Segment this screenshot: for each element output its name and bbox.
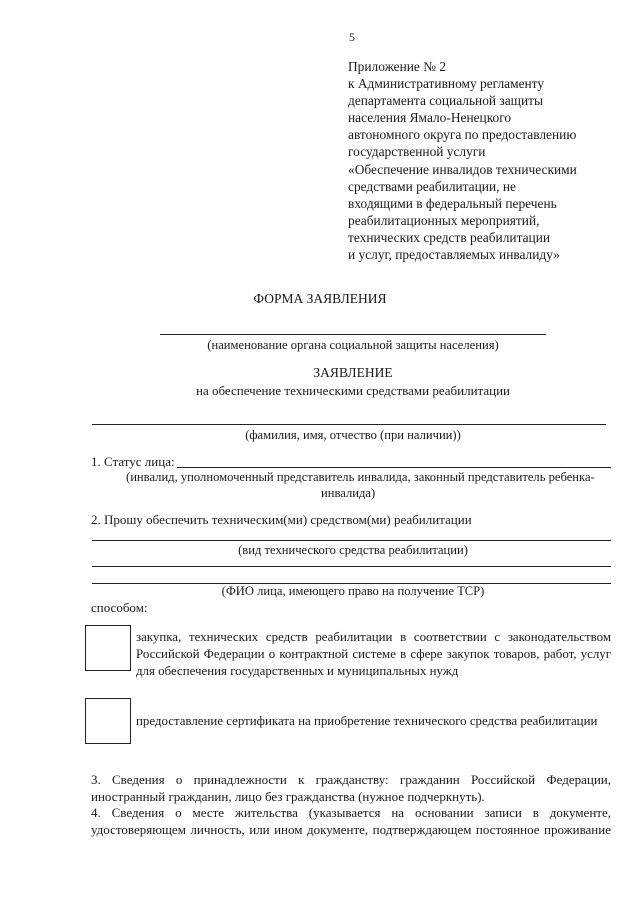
appendix-line: Приложение № 2 bbox=[348, 59, 447, 74]
appendix-line: к Административному регламенту bbox=[348, 76, 545, 92]
tsr-type-field-line[interactable] bbox=[92, 540, 611, 541]
section1-label: 1. Статус лица: bbox=[91, 454, 175, 469]
section3-line: иностранный гражданин, лицо без гражданства (нужное подчеркнуть). bbox=[91, 788, 485, 804]
authority-caption: (наименование органа социальной защиты населения) bbox=[207, 338, 499, 352]
procurement-option-text bbox=[136, 629, 611, 680]
fio-field-line[interactable] bbox=[92, 424, 606, 425]
section4-text bbox=[91, 805, 611, 838]
status-field-line[interactable] bbox=[177, 467, 611, 468]
section4-line: 4. Сведения о месте жительства (указывается на основании записи в документе, bbox=[91, 805, 611, 820]
section4-line: удостоверяющем личность, или ином документе, подтверждающем постоянное проживание bbox=[91, 821, 611, 837]
form-title: ФОРМА ЗАЯВЛЕНИЯ bbox=[253, 291, 387, 306]
certificate-checkbox[interactable] bbox=[85, 698, 131, 744]
method-label: способом: bbox=[91, 600, 148, 615]
certificate-option-text bbox=[136, 713, 611, 730]
tsr-extra-field-line[interactable] bbox=[92, 566, 611, 567]
appendix-line: государственной услуги bbox=[348, 144, 486, 160]
appendix-line: входящими в федеральный перечень bbox=[348, 195, 557, 211]
status-caption-line2: инвалида) bbox=[321, 486, 376, 500]
appendix-line: «Обеспечение инвалидов техническими bbox=[348, 161, 577, 177]
section3-text bbox=[91, 772, 611, 805]
statement-subheading: на обеспечение техническими средствами реабилитации bbox=[195, 383, 511, 398]
appendix-line: средствами реабилитации, не bbox=[348, 178, 516, 194]
page-number: 5 bbox=[349, 30, 355, 44]
tsr-type-caption: (вид технического средства реабилитации) bbox=[238, 543, 468, 557]
authority-field-line[interactable] bbox=[160, 334, 546, 335]
option-line: закупка, технических средств реабилитации в соответствии с законодательством bbox=[136, 630, 611, 644]
tsr-person-caption: (ФИО лица, имеющего право на получение ТСР) bbox=[221, 584, 485, 598]
appendix-line: населения Ямало-Ненецкого bbox=[348, 110, 512, 126]
appendix-line: реабилитационных мероприятий, bbox=[348, 212, 540, 228]
status-caption-line1: (инвалид, уполномоченный представитель инвалида, законный представитель ребенка- bbox=[126, 470, 595, 484]
appendix-header bbox=[348, 58, 628, 263]
section3-line: 3. Сведения о принадлежности к гражданству: гражданин Российской Федерации, bbox=[91, 772, 611, 787]
appendix-line: департамента социальной защиты bbox=[348, 93, 543, 109]
appendix-line: автономного округа по предоставлению bbox=[348, 127, 577, 143]
option-line: Российской Федерации о контрактной системе в сфере закупок товаров, работ, услуг bbox=[136, 647, 611, 661]
fio-caption: (фамилия, имя, отчество (при наличии)) bbox=[245, 428, 461, 442]
appendix-line: и услуг, предоставляемых инвалиду» bbox=[348, 247, 560, 263]
option-line: для обеспечения государственных и муниципальных нужд bbox=[136, 664, 459, 678]
section2-label: 2. Прошу обеспечить техническим(ми) средством(ми) реабилитации bbox=[91, 512, 472, 527]
option-line: предоставление сертификата на приобретение технического средства реабилитации bbox=[136, 714, 598, 728]
appendix-line: технических средств реабилитации bbox=[348, 229, 551, 245]
procurement-checkbox[interactable] bbox=[85, 625, 131, 671]
statement-heading: ЗАЯВЛЕНИЕ bbox=[313, 365, 393, 380]
